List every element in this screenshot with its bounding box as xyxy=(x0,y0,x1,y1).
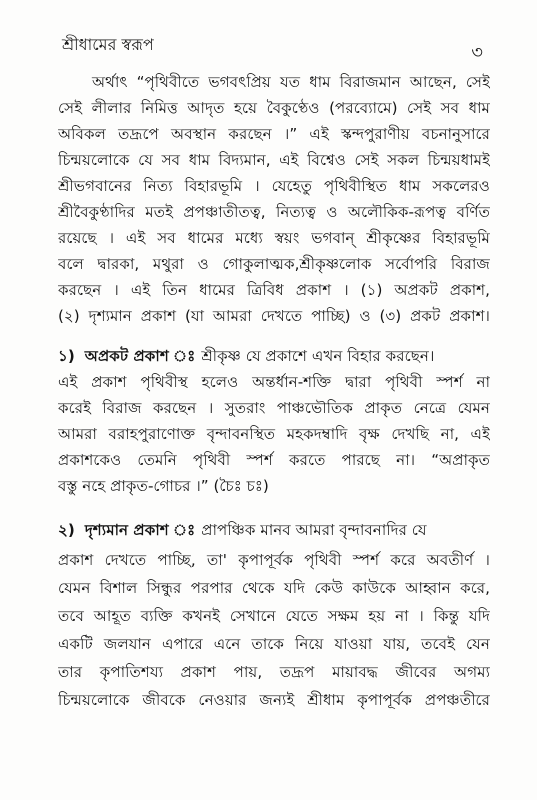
intro-line: (২) দৃশ্যমান প্রকাশ (যা আমরা দেখতে পাচ্ছি) ও (৩) প্রকট প্রকাশ। xyxy=(58,307,490,325)
section2-line: একটি জলযান এপারে এনে তাকে নিয়ে যাওয়া যায়, তবেই যেন xyxy=(58,635,490,653)
intro-line: শ্রীবৈকুণ্ঠাদির মতই প্রপঞ্চাতীতত্ব, নিত্যত্ব ও অলৌকিক-রূপত্ব বর্ণিত xyxy=(58,203,490,221)
section1-line: আমরা বরাহপুরাণোক্ত বৃন্দাবনস্থিত মহকদম্বাদি বৃক্ষ দেখছি না, এই xyxy=(58,425,490,443)
page-number: ৩ xyxy=(471,42,483,63)
section2-heading-line xyxy=(58,520,490,540)
section1-first-line: শ্রীকৃষ্ণ যে প্রকাশে এখন বিহার করছেন। xyxy=(201,347,435,365)
section1-line: প্রকাশকেও তেমনি পৃথিবী স্পর্শ করতে পারছে না। “অপ্রাকৃত xyxy=(58,451,490,469)
section2-number: ২) xyxy=(58,521,75,539)
section2-line: তবে আহূত ব্যক্তি কখনই সেখানে যেতে সক্ষম হয় না । কিন্তু যদি xyxy=(58,607,490,625)
section2-line: তার কৃপাতিশয্য প্রকাশ পায়, তদ্রূপ মায়াবদ্ধ জীবের অগম্য xyxy=(58,663,490,681)
intro-line: রয়েছে । এই সব ধামের মধ্যে স্বয়ং ভগবান্ শ্রীকৃষ্ণের বিহারভূমি xyxy=(58,229,490,247)
intro-line: করছেন । এই তিন ধামের ত্রিবিধ প্রকাশ । (১) অপ্রকট প্রকাশ, xyxy=(58,281,490,299)
section2-line: প্রকাশ দেখতে পাচ্ছি, তা' কৃপাপূর্বক পৃথিবী স্পর্শ করে অবতীর্ণ । xyxy=(58,551,490,569)
intro-line: সেই লীলার নিমিত্ত আদৃত হয়ে বৈকুণ্ঠেও (পরব্যোমে) সেই সব ধাম xyxy=(58,99,490,117)
section2-line: চিন্ময়লোকে জীবকে নেওয়ার জন্যই শ্রীধাম কৃপাপূর্বক প্রপঞ্চতীরে xyxy=(58,691,490,709)
section2-line: যেমন বিশাল সিন্ধুর পরপার থেকে যদি কেউ কাউকে আহ্বান করে, xyxy=(58,579,490,597)
section1-line: বস্তু নহে প্রাকৃত-গোচর ।” (চৈঃ চঃ) xyxy=(58,477,269,495)
intro-line: অর্থাৎ “পৃথিবীতে ভগবৎপ্রিয় যত ধাম বিরাজমান আছেন, সেই xyxy=(92,73,490,91)
section1-title: অপ্রকট প্রকাশ ঃ xyxy=(84,347,196,365)
section1-line: করেই বিরাজ করছেন । সুতরাং পাঞ্চভৌতিক প্রাকৃত নেত্রে যেমন xyxy=(58,399,490,417)
intro-line: বলে দ্বারকা, মথুরা ও গোকুলাত্মক,শ্রীকৃষ্ণলোক সর্বোপরি বিরাজ xyxy=(58,255,490,273)
running-title: শ্রীধামের স্বরূপ xyxy=(62,35,154,54)
intro-line: শ্রীভগবানের নিত্য বিহারভূমি । যেহেতু পৃথিবীস্থিত ধাম সকলেরও xyxy=(58,177,490,195)
section1-number: ১) xyxy=(58,347,75,365)
section2-first-line: প্রাপঞ্চিক মানব আমরা বৃন্দাবনাদির যে xyxy=(201,521,427,539)
section2-title: দৃশ্যমান প্রকাশ ঃ xyxy=(84,521,196,539)
section1-line: এই প্রকাশ পৃথিবীস্থ হলেও অন্তর্ধান-শক্তি দ্বারা পৃথিবী স্পর্শ না xyxy=(58,373,490,391)
intro-line: চিন্ময়লোকে যে সব ধাম বিদ্যমান, এই বিশ্বেও সেই সকল চিন্ময়ধামই xyxy=(58,151,490,169)
section1-heading-line xyxy=(58,346,490,366)
intro-line: অবিকল তদ্রূপে অবস্থান করছেন ।” এই স্কন্দপুরাণীয় বচনানুসারে xyxy=(58,125,490,143)
